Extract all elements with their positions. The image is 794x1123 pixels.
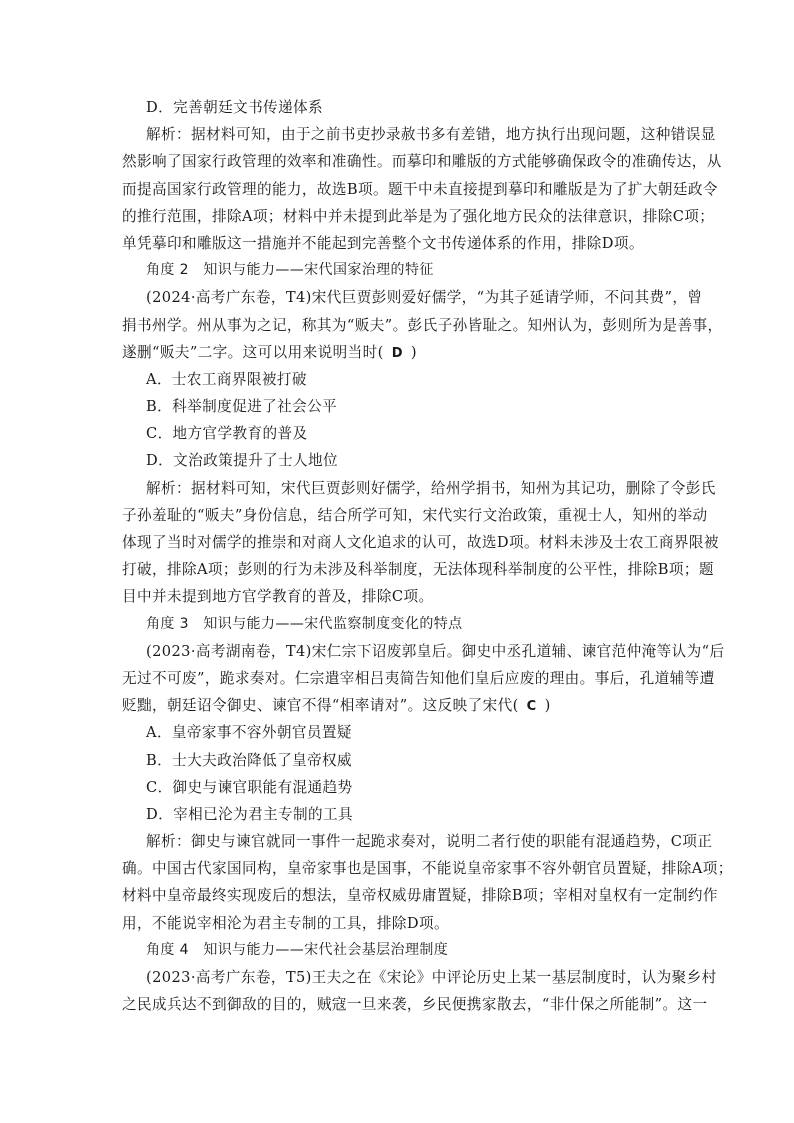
analysis-line: 目中并未提到地方官学教育的普及，排除C项。: [122, 588, 434, 606]
option-b: B．科举制度促进了社会公平: [146, 398, 338, 416]
analysis-line: 而提高国家行政管理的能力，故选B项。题干中未直接提到摹印和雕版是为了扩大朝廷政令: [122, 180, 718, 198]
analysis-line: 然影响了国家行政管理的效率和准确性。而摹印和雕版的方式能够确保政令的准确传达，从: [122, 153, 722, 171]
option-d: D．文治政策提升了士人地位: [146, 452, 339, 470]
option-b: B．士大夫政治降低了皇帝权威: [146, 751, 353, 769]
question-tail: ): [544, 697, 551, 715]
question-stem-end: [122, 692, 670, 719]
question-stem-end: [122, 339, 670, 366]
question-line: 无过不可废”，跪求奏对。仁宗遣宰相吕夷简告知他们皇后应废的理由。事后，孔道辅等遭: [122, 669, 715, 687]
question-lead: 贬黜，朝廷诏令御史、谏官不得“相率请对”。这反映了宋代(: [122, 697, 519, 715]
analysis-line: 解析：据材料可知，宋代巨贾彭则好儒学，给州学捐书，知州为其记功，删除了令彭氏: [146, 479, 716, 497]
document-page: [122, 94, 733, 1018]
option-c: C．御史与谏官职能有混通趋势: [146, 778, 353, 796]
analysis-line: 体现了当时对儒学的推崇和对商人文化追求的认可，故选D项。材料未涉及士农工商界限被: [122, 534, 719, 551]
option-d: D．完善朝廷文书传递体系: [146, 99, 324, 116]
question-tail: ): [410, 343, 418, 361]
section-heading-angle-2: 角度 2 知识与能力——宋代国家治理的特征: [146, 262, 434, 279]
analysis-line: 解析：御史与谏官就同一事件一起跪求奏对，说明二者行使的职能有混通趋势，C项正: [146, 833, 713, 851]
section-heading-angle-3: 角度 3 知识与能力——宋代监察制度变化的特点: [146, 615, 463, 632]
section-heading-angle-4: 角度 4 知识与能力——宋代社会基层治理制度: [146, 941, 449, 958]
option-d: D．宰相已沦为君主专制的工具: [146, 805, 354, 823]
option-a: A．皇帝家事不容外朝官员置疑: [146, 724, 352, 742]
analysis-line: 子孙羞耻的“贩夫”身份信息，结合所学可知，宋代实行文治政策，重视士人，知州的举动: [122, 506, 708, 524]
question-lead: 遂删“贩夫”二字。这可以用来说明当时(: [122, 343, 384, 361]
analysis-line: 材料中皇帝最终实现废后的想法，皇帝权威毋庸置疑，排除B项；宰相对皇权有一定制约作: [122, 887, 718, 905]
question-line: 之民成兵达不到御敌的目的，贼寇一旦来袭，乡民便携家散去，“非什保之所能制”。这一: [122, 996, 708, 1014]
analysis-line: 解析：据材料可知，由于之前书吏抄录赦书多有差错，地方执行出现问题，这种错误显: [146, 126, 716, 144]
analysis-line: 确。中国古代家国同构，皇帝家事也是国事，不能说皇帝家事不容外朝官员置疑，排除A项；: [122, 860, 733, 878]
question-line: (2023·高考广东卷，T5)王夫之在《宋论》中评论历史上某一基层制度时，认为聚乡村: [146, 969, 717, 986]
option-a: A．士农工商界限被打破: [146, 370, 307, 388]
answer-marker: D: [391, 345, 403, 361]
analysis-line: 单凭摹印和雕版这一措施并不能起到完善整个文书传递体系的作用，排除D项。: [122, 234, 644, 252]
answer-marker: C: [526, 699, 537, 715]
question-line: (2023·高考湖南卷，T4)宋仁宗下诏废郭皇后。御史中丞孔道辅、谏官范仲淹等认为“后: [146, 642, 725, 660]
analysis-line: 用，不能说宰相沦为君主专制的工具，排除D项。: [122, 914, 449, 932]
analysis-line: 的推行范围，排除A项；材料中并未提到此举是为了强化地方民众的法律意识，排除C项；: [122, 207, 715, 225]
question-line: 捐书州学。州从事为之记，称其为“贩夫”。彭氏子孙皆耻之。知州认为，彭则所为是善事，: [122, 316, 723, 334]
analysis-line: 打破，排除A项；彭则的行为未涉及科举制度，无法体现科举制度的公平性，排除B项；题: [122, 561, 714, 579]
option-c: C．地方官学教育的普及: [146, 425, 308, 443]
question-line: (2024·高考广东卷，T4)宋代巨贾彭则爱好儒学，“为其子延请学师，不问其费”，曾: [146, 289, 703, 307]
